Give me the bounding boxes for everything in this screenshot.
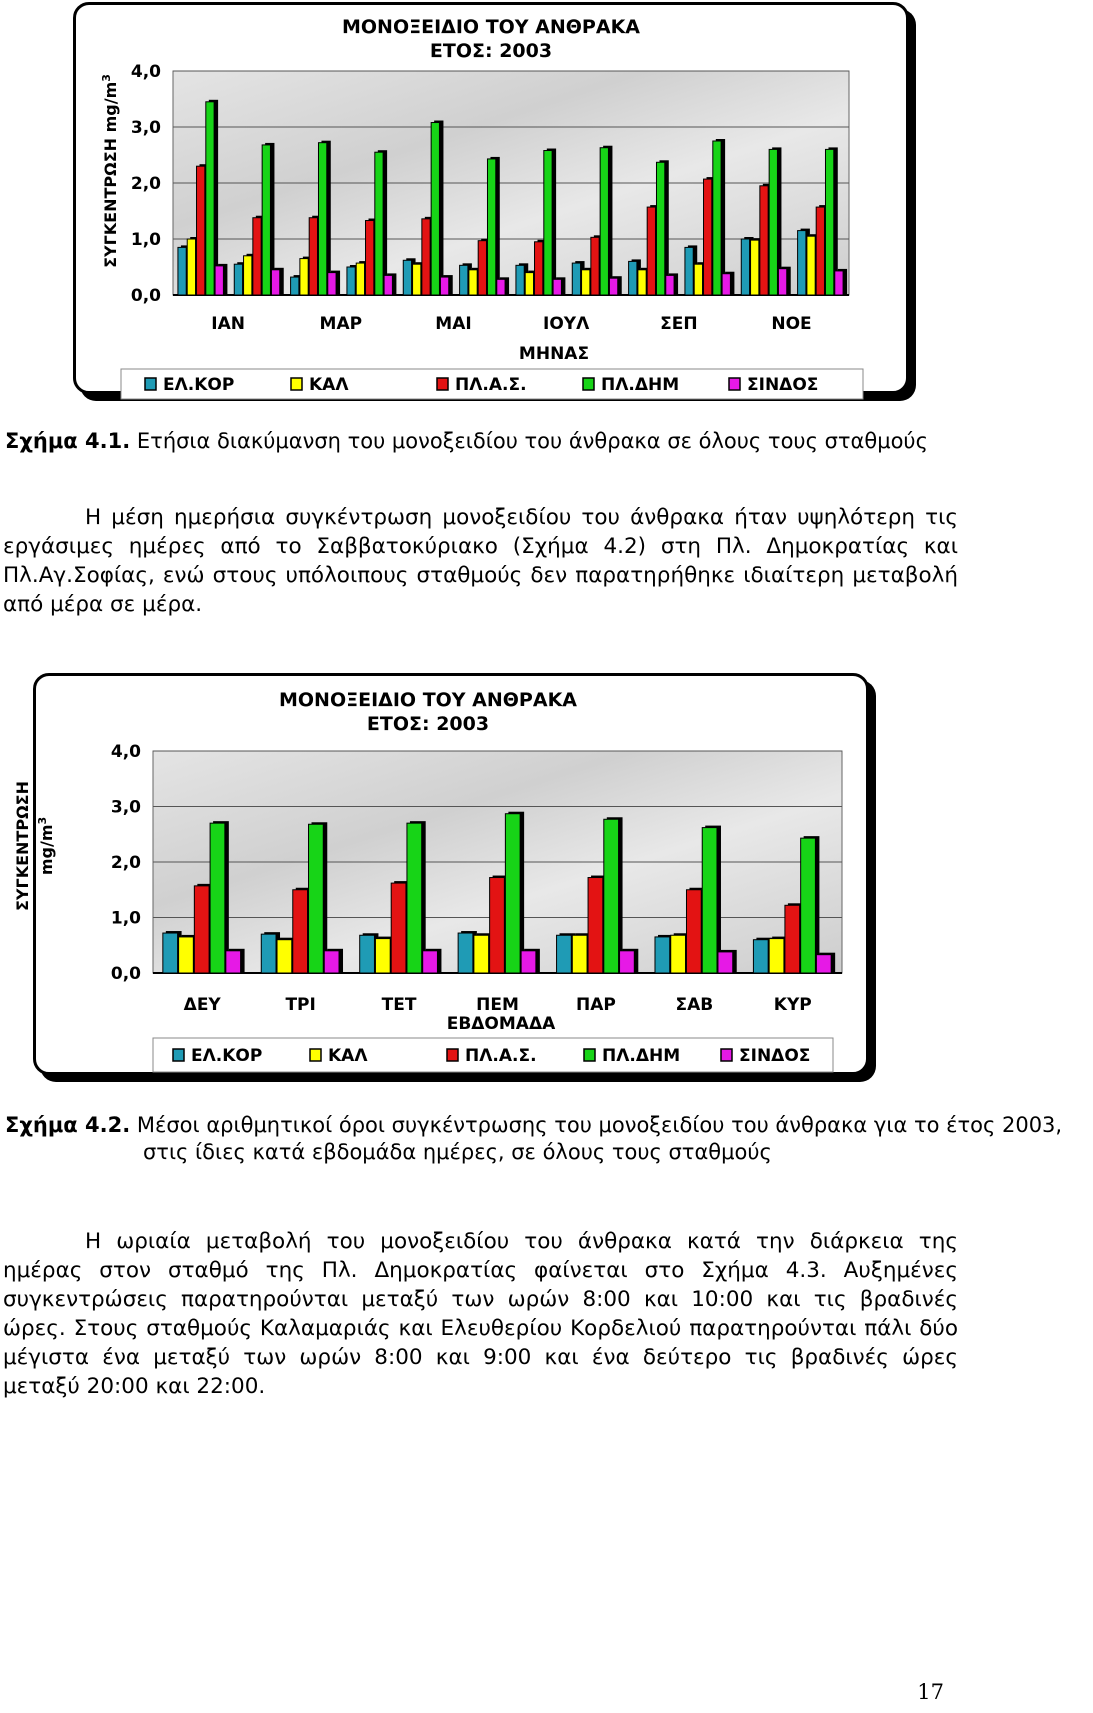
y-tick-label: 1,0: [130, 230, 161, 250]
legend-label: ΠΛ.ΔΗΜ: [602, 1046, 681, 1066]
x-axis-label: ΜΗΝΑΣ: [518, 344, 590, 364]
bar: [807, 236, 815, 295]
y-axis-label: ΣΥΓΚΕΝΤΡΩΣΗ: [13, 781, 32, 911]
bar: [460, 265, 468, 295]
bar: [685, 247, 693, 295]
paragraph-1: Η μέση ημερήσια συγκέντρωση μονοξειδίου του άνθρακα ήταν υψηλότερη τις εργάσιμες ημέρες από το Σαββατοκύριακο (Σχήμα 4.2) στη Πλ. Δημοκρατίας και Πλ.Αγ.Σοφίας, ενώ στους υπόλοιπους σταθμούς δεν παρατηρήθηκε ιδιαίτερη μεταβολή από μέρα σε μέρα.: [3, 505, 958, 617]
bar: [366, 221, 374, 295]
bar: [440, 277, 448, 295]
bar: [197, 166, 205, 295]
figure1-caption: [5, 428, 1093, 455]
bar: [816, 207, 824, 295]
bar: [300, 259, 308, 295]
chart-subtitle: ΕΤΟΣ: 2003: [429, 40, 553, 62]
bar: [244, 256, 252, 295]
bar: [694, 264, 702, 295]
y-axis-label: ΣΥΓΚΕΝΤΡΩΣΗ $mg/m^3$: [99, 74, 120, 268]
bar: [309, 218, 317, 295]
bar: [686, 890, 701, 973]
bar: [293, 890, 308, 973]
y-axis-label-group: [100, 74, 121, 268]
bar: [178, 247, 186, 295]
bar: [557, 935, 572, 973]
bar: [572, 935, 587, 973]
y-tick-label: 3,0: [130, 118, 161, 138]
legend-swatch: [447, 1049, 458, 1061]
chart-monthly-svg: [76, 5, 906, 395]
legend-swatch: [173, 1049, 184, 1061]
bar: [423, 951, 438, 973]
bar: [704, 179, 712, 295]
bar: [179, 937, 194, 973]
bar: [309, 824, 324, 973]
bar: [600, 148, 608, 295]
bar: [413, 264, 421, 295]
figure1-caption-text: Ετήσια διακύμανση του μονοξειδίου του άνθρακα σε όλους τους σταθμούς: [136, 429, 928, 453]
figure2-caption-label: Σχήμα 4.2.: [5, 1113, 131, 1137]
bar: [718, 952, 733, 973]
bar: [226, 951, 241, 973]
bar: [163, 933, 178, 973]
bar: [215, 266, 223, 295]
bar: [656, 162, 664, 295]
bar: [722, 274, 730, 295]
bar: [328, 273, 336, 295]
bar: [187, 239, 195, 295]
x-tick-label: ΠΕΜ: [476, 995, 519, 1015]
bar: [469, 270, 477, 295]
figure2-caption-text: Μέσοι αριθμητικοί όροι συγκέντρωσης του μονοξειδίου του άνθρακα για το έτος 2003, στις ίδιες κατά εβδομάδα ημέρες, σε όλους τους σταθμούς: [136, 1113, 1063, 1164]
legend-label: ΚΑΛ: [309, 375, 349, 395]
x-tick-label: ΙΟΥΛ: [543, 314, 590, 334]
x-tick-label: ΤΕΤ: [381, 995, 417, 1015]
bar: [474, 935, 489, 973]
figure2-caption: [5, 1112, 1093, 1166]
bar: [318, 143, 326, 295]
legend-label: ΚΑΛ: [328, 1046, 368, 1066]
x-tick-label: ΚΥΡ: [773, 995, 812, 1015]
bar: [324, 951, 339, 973]
chart-weekly-co: [13, 673, 869, 1075]
legend-label: ΣΙΝΔΟΣ: [739, 1046, 811, 1066]
bar: [422, 219, 430, 295]
bar: [261, 934, 276, 973]
x-tick-label: ΔΕΥ: [183, 995, 221, 1015]
x-tick-label: ΜΑΙ: [435, 314, 472, 334]
bar: [516, 265, 524, 295]
x-tick-label: ΝΟΕ: [771, 314, 812, 334]
bar: [741, 239, 749, 295]
bar: [194, 886, 209, 973]
bar: [655, 937, 670, 973]
legend-label: ΠΛ.ΔΗΜ: [601, 375, 680, 395]
bar: [407, 823, 422, 973]
bar: [753, 940, 768, 973]
y-tick-label: 2,0: [110, 853, 141, 873]
bar: [356, 263, 364, 295]
bar: [666, 275, 674, 295]
bar: [210, 823, 225, 973]
legend-swatch: [583, 378, 594, 390]
bar: [458, 933, 473, 973]
y-tick-label: 3,0: [110, 797, 141, 818]
y-tick-label: 0,0: [110, 964, 141, 984]
bar: [347, 267, 355, 295]
bar: [835, 271, 843, 295]
bar: [609, 278, 617, 295]
y-axis-unit-sup: 3: [35, 816, 49, 825]
bar: [769, 939, 784, 973]
bar: [544, 151, 552, 295]
bar: [588, 878, 603, 973]
bar: [262, 145, 270, 295]
bar: [553, 279, 561, 295]
bar: [713, 141, 721, 295]
chart-title: ΜΟΝΟΞΕΙΔΙΟ ΤΟΥ ΑΝΘΡΑΚΑ: [341, 16, 641, 38]
bar: [391, 883, 406, 973]
bar: [360, 935, 375, 973]
bar: [535, 242, 543, 295]
x-tick-label: ΙΑΝ: [211, 314, 246, 334]
bar: [702, 828, 717, 973]
legend-swatch: [437, 378, 448, 390]
bar: [816, 955, 831, 973]
legend-swatch: [721, 1049, 732, 1061]
bar: [384, 275, 392, 295]
y-tick-label: 1,0: [110, 908, 141, 929]
legend-swatch: [584, 1049, 595, 1061]
bar: [253, 218, 261, 295]
y-axis-label-group: [13, 781, 56, 911]
bar: [604, 819, 619, 973]
bar: [798, 231, 806, 295]
chart-weekly-svg: [13, 676, 866, 1072]
legend-label: ΕΛ.ΚΟΡ: [191, 1046, 263, 1066]
y-tick-label: 2,0: [130, 174, 161, 194]
x-tick-label: ΤΡΙ: [285, 995, 316, 1015]
bar: [291, 277, 299, 295]
x-tick-label: ΜΑΡ: [319, 314, 363, 334]
bar: [647, 207, 655, 295]
y-axis-label-sup: 3: [99, 74, 113, 82]
page-number: 17: [917, 1680, 944, 1704]
bar: [629, 261, 637, 295]
bar: [431, 123, 439, 295]
bar: [525, 273, 533, 295]
bar: [490, 878, 505, 973]
bar: [751, 240, 759, 295]
bar: [234, 264, 242, 295]
bar: [375, 152, 383, 295]
legend-label: ΠΛ.Α.Σ.: [465, 1046, 537, 1066]
bar: [478, 241, 486, 295]
x-tick-label: ΠΑΡ: [576, 995, 616, 1015]
chart-subtitle: ΕΤΟΣ: 2003: [366, 713, 490, 735]
y-tick-label: 0,0: [130, 286, 161, 306]
bar: [785, 905, 800, 973]
chart-title: ΜΟΝΟΞΕΙΔΙΟ ΤΟΥ ΑΝΘΡΑΚΑ: [278, 689, 578, 711]
bar: [638, 270, 646, 295]
bar: [582, 270, 590, 295]
y-tick-label: 4,0: [130, 62, 161, 82]
bar: [572, 263, 580, 295]
bar: [801, 838, 816, 973]
legend-swatch: [310, 1049, 321, 1061]
legend-label: ΠΛ.Α.Σ.: [455, 375, 527, 395]
bar: [271, 270, 279, 295]
bar: [497, 279, 505, 295]
bar: [505, 814, 520, 973]
bar: [591, 237, 599, 295]
legend-label: ΣΙΝΔΟΣ: [747, 375, 819, 395]
x-tick-label: ΣΕΠ: [660, 314, 698, 334]
legend-swatch: [291, 378, 302, 390]
paragraph-2: Η ωριαία μεταβολή του μονοξειδίου του άνθρακα κατά την διάρκεια της ημέρας στον σταθμό της Πλ. Δημοκρατίας φαίνεται στο Σχήμα 4.3. Αυξημένες συγκεντρώσεις παρατηρούνται μεταξύ των ωρών 8:00 και 10:00 και τις βραδινές ώρες. Στους σταθμούς Καλαμαριάς και Ελευθερίου Κορδελιού παρατηρούνται πάλι δύο μέγιστα ένα μεταξύ των ωρών 8:00 και 9:00 και ένα δεύτερο τις βραδινές ώρες μεταξύ 20:00 και 22:00.: [3, 1229, 958, 1399]
y-axis-unit: $mg/m^3$: [35, 816, 56, 876]
bar: [671, 935, 686, 973]
bar: [403, 260, 411, 295]
legend-label: ΕΛ.ΚΟΡ: [163, 375, 235, 395]
bar: [277, 940, 292, 973]
figure1-caption-label: Σχήμα 4.1.: [5, 429, 131, 453]
bar: [206, 102, 214, 295]
bar: [769, 149, 777, 295]
y-tick-label: 4,0: [110, 742, 141, 762]
bar: [778, 269, 786, 295]
x-tick-label: ΣΑΒ: [675, 995, 714, 1015]
bar: [825, 149, 833, 295]
legend-swatch: [729, 378, 740, 390]
bar: [620, 951, 635, 973]
x-axis-label: ΕΒΔΟΜΑΔΑ: [446, 1014, 556, 1034]
bar: [760, 186, 768, 295]
legend-swatch: [145, 378, 156, 390]
bar: [375, 939, 390, 973]
bar: [521, 951, 536, 973]
bar: [487, 159, 495, 295]
chart-monthly-co: [73, 2, 909, 394]
